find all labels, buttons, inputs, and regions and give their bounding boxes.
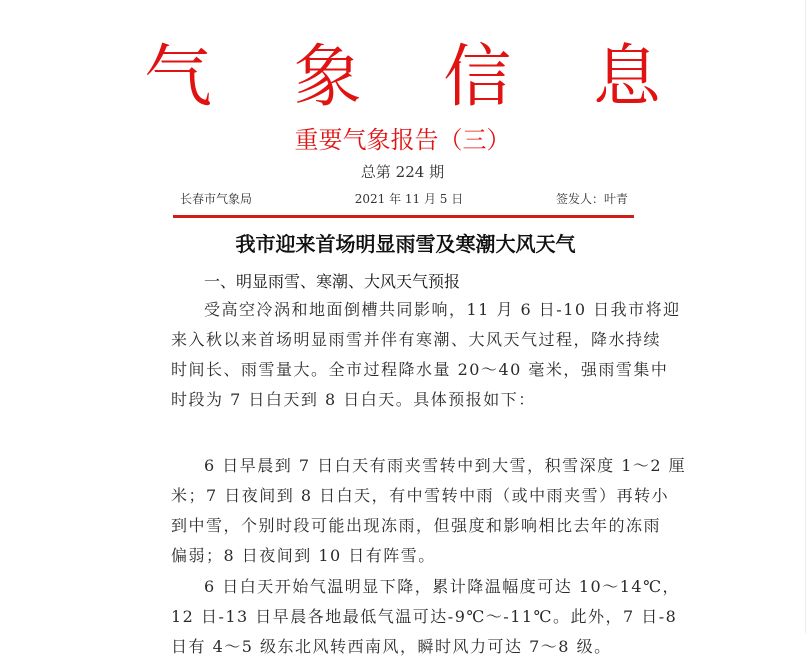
paragraph-line: 受高空冷涡和地面倒槽共同影响，11 月 6 日-10 日我市将迎 bbox=[204, 300, 681, 319]
report-subtitle: 重要气象报告（三） bbox=[294, 126, 511, 154]
paragraph-line: 6 日白天开始气温明显下降，累计降温幅度可达 10～14℃， bbox=[204, 577, 680, 596]
paragraph-3 bbox=[171, 572, 680, 662]
red-divider bbox=[173, 215, 634, 218]
paragraph-line: 到中雪，个别时段可能出现冻雨，但强度和影响相比去年的冻雨 bbox=[171, 516, 662, 535]
issue-date: 2021 年 11 月 5 日 bbox=[354, 192, 464, 206]
issuer: 长春市气象局 bbox=[180, 192, 253, 206]
paragraph-line: 来入秋以来首场明显雨雪并伴有寒潮、大风天气过程，降水持续 bbox=[171, 330, 662, 349]
paragraph-1 bbox=[171, 295, 681, 415]
paragraph-line: 6 日早晨到 7 日白天有雨夹雪转中到大雪，积雪深度 1～2 厘 bbox=[204, 456, 687, 475]
paragraph-line: 日有 4～5 级东北风转西南风，瞬时风力可达 7～8 级。 bbox=[171, 637, 612, 656]
signatory: 签发人：叶青 bbox=[555, 192, 628, 206]
section-heading: 一、明显雨雪、寒潮、大风天气预报 bbox=[204, 272, 461, 291]
meta-row bbox=[180, 189, 628, 209]
paragraph-line: 偏弱；8 日夜间到 10 日有阵雪。 bbox=[171, 546, 436, 565]
issue-number: 总第 224 期 bbox=[360, 163, 445, 181]
paragraph-line: 时段为 7 日白天到 8 日白天。具体预报如下： bbox=[171, 390, 536, 409]
masthead-title: 气 象 信 息 bbox=[144, 38, 691, 117]
paragraph-line: 12 日-13 日早晨各地最低气温可达-9℃～-11℃。此外，7 日-8 bbox=[171, 607, 678, 626]
paragraph-line: 米；7 日夜间到 8 日白天，有中雪转中雨（或中雨夹雪）再转小 bbox=[171, 486, 670, 505]
paragraph-2 bbox=[171, 451, 687, 571]
article-headline: 我市迎来首场明显雨雪及寒潮大风天气 bbox=[235, 232, 576, 256]
paragraph-line: 时间长、雨雪量大。全市过程降水量 20～40 毫米，强雨雪集中 bbox=[171, 360, 669, 379]
